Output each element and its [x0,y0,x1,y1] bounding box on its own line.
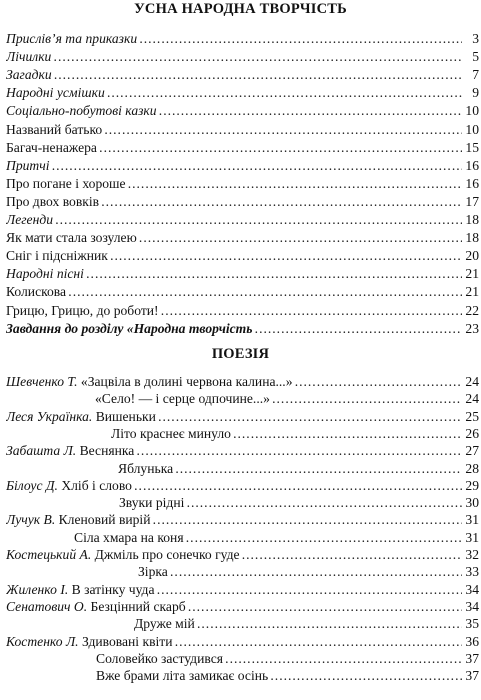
toc-entry[interactable] [6,175,479,192]
toc-entry-title [6,66,462,83]
toc-entry-page-number: 21 [462,283,479,300]
toc-entry-author: Костенко Л. [6,633,79,649]
toc-entry[interactable] [6,511,479,528]
toc-entry-title [6,102,462,119]
toc-entry-text: Вже брами літа замикає осінь [96,668,269,684]
toc-entry-page-number: 31 [462,529,479,546]
toc-entry[interactable] [6,650,479,667]
toc-entry-author: Забашта Л. [6,443,77,459]
toc-entry-text: Народні пісні [6,266,84,282]
toc-entry-page-number: 33 [462,563,479,580]
toc-entry[interactable] [6,477,479,494]
toc-entry-title [6,546,462,563]
toc-entry[interactable] [6,615,479,632]
toc-entry-page-number: 16 [462,157,479,174]
toc-entry-page-number: 34 [462,581,479,598]
toc-entry-author: Леся Українка. [6,408,93,424]
toc-entry-text: Друже мій [134,616,195,632]
toc-entry-page-number: 18 [462,211,479,228]
toc-entry-page-number: 5 [462,48,479,65]
toc-entry[interactable] [6,30,479,47]
toc-entry-text: Звуки рідні [119,495,185,511]
toc-entry-text: Притчі [6,157,50,173]
toc-entry-title [6,563,462,580]
toc-entry-text: Легенди [6,212,53,227]
toc-entry-author: Білоус Д. [6,477,58,493]
toc-entry-page-number: 10 [462,121,479,138]
toc-entry[interactable] [6,529,479,546]
toc-entry[interactable] [6,390,479,407]
toc-entry-page-number: 29 [462,477,479,494]
toc-entry-title [6,477,462,494]
toc-entry-title [6,650,462,667]
toc-entry[interactable] [6,442,479,459]
toc-entry-page-number: 31 [462,511,479,528]
toc-entry-title [6,408,462,425]
toc-entry-title [6,494,462,511]
toc-entry[interactable] [6,211,479,228]
toc-entry-page-number: 9 [462,84,479,101]
toc-entry-text: Сніг і підсніжник [6,248,108,264]
toc-entry-text: Народні усмішки [6,85,105,101]
toc-entry-text: Здивовані квіти [78,633,173,649]
toc-entry-text: Безцінний скарб [87,598,186,614]
toc-entry-page-number: 30 [462,494,479,511]
toc-entry[interactable] [6,667,479,684]
toc-entry-page-number: 22 [462,302,479,319]
toc-entry-page-number: 10 [462,102,479,119]
toc-entry-text: В затінку чуда [68,581,155,597]
toc-entry-title [6,633,462,650]
toc-entry[interactable] [6,425,479,442]
toc-entry-title [6,229,462,246]
toc-entry-text: Завдання до розділу «Народна творчість [6,320,253,336]
toc-entry-title [6,581,462,598]
toc-entry[interactable] [6,247,479,264]
toc-entry-page-number: 18 [462,229,479,246]
toc-entry-text: Веснянка [76,443,135,459]
toc-entry[interactable] [6,84,479,101]
toc-entry-title [6,30,462,47]
toc-entry-page-number: 15 [462,139,479,156]
toc-entry-page-number: 37 [462,667,479,684]
toc-entry[interactable] [6,302,479,319]
toc-entry-text: Яблунька [118,460,174,476]
toc-entry-title [6,615,462,632]
toc-entry-title [6,175,462,192]
toc-entry[interactable] [6,546,479,563]
toc-entry-text: Літо краснеє минуло [111,425,231,441]
toc-entry-page-number: 24 [462,390,479,407]
toc-entry-author: Костецький А. [6,547,92,562]
toc-entry-page-number: 21 [462,265,479,282]
toc-entry-title [6,320,462,337]
toc-entry-title [6,511,462,528]
toc-entry[interactable] [6,494,479,511]
toc-entry-text: Зірка [138,564,168,580]
toc-entry-title [6,84,462,101]
toc-entry-page-number: 34 [462,598,479,615]
toc-entry-page-number: 26 [462,425,479,442]
toc-entry[interactable] [6,598,479,615]
toc-entry[interactable] [6,265,479,282]
toc-entry-title [6,265,462,282]
toc-entry-page-number: 7 [462,66,479,83]
toc-entry[interactable] [6,460,479,477]
toc-entry-title [6,211,462,228]
toc-entry-text: Вишеньки [92,408,156,424]
toc-entry-author: Лучук В. [6,512,56,528]
toc-entry[interactable] [6,193,479,210]
toc-entry-title [6,460,462,477]
toc-entry-author: Жиленко І. [6,581,69,597]
toc-entry-text: Названий батько [6,121,103,137]
toc-entry[interactable] [6,408,479,425]
toc-entry-page-number: 28 [462,460,479,477]
toc-entry-title [6,193,462,210]
toc-entry-title [6,283,462,300]
section-heading-folk: УСНА НАРОДНА ТВОРЧІСТЬ [134,1,347,17]
toc-entry-page-number: 32 [462,546,479,563]
toc-entry-text: Як мати стала зозулею [6,230,137,246]
section-heading-poetry: ПОЕЗІЯ [211,346,270,362]
toc-entry[interactable] [6,563,479,580]
toc-entry[interactable] [6,139,479,156]
toc-entry-title [6,247,462,264]
toc-entry-title [6,529,462,546]
toc-entry-page-number: 35 [462,615,479,632]
toc-entry-text: Джміль про сонечко гуде [91,547,240,562]
toc-entry-text: Про погане і хороше [6,175,126,191]
toc-entry-page-number: 37 [462,650,479,667]
toc-entry-text: Про двох вовків [6,193,100,209]
toc-entry[interactable] [6,102,479,119]
toc-entry-page-number: 16 [462,175,479,192]
toc-entry-text: Кленовий вирій [55,512,151,528]
toc-entry-title [6,373,462,390]
toc-entry[interactable] [6,581,479,598]
toc-entry-title [6,121,462,138]
toc-entry-author: Шевченко Т. [6,374,78,389]
toc-entry-text: «Зацвіла в долині червона калина...» [77,374,293,389]
toc-entry-page-number: 36 [462,633,479,650]
toc-entry-title [6,442,462,459]
toc-entry-text: Хліб і слово [57,477,132,493]
toc-entry-title [6,390,462,407]
toc-entry-page-number: 25 [462,408,479,425]
toc-entry-title [6,48,462,65]
toc-entry-text: Лічилки [6,49,52,65]
toc-entry-text: Загадки [6,67,52,83]
toc-entry[interactable] [6,66,479,83]
toc-entry-text: Соціально-побутові казки [6,103,157,119]
toc-entry-page-number: 3 [462,30,479,47]
toc-entry[interactable] [6,283,479,300]
toc-entry-title [6,425,462,442]
toc-entry[interactable] [6,320,479,337]
toc-entry-text: «Село! — і серце одпочине...» [95,391,270,407]
toc-entry-text: Прислів’я та приказки [6,31,138,46]
toc-entry-text: Багач-ненажера [6,139,97,155]
toc-entry-title [6,667,462,684]
toc-entry-title [6,598,462,615]
toc-entry-text: Грицю, Грицю, до роботи! [6,302,159,318]
toc-entry-page-number: 27 [462,442,479,459]
toc-entry[interactable] [6,48,479,65]
toc-entry[interactable] [6,633,479,650]
toc-entry-page-number: 24 [462,373,479,390]
toc-entry[interactable] [6,121,479,138]
toc-entry-page-number: 23 [462,320,479,337]
toc-entry[interactable] [6,373,479,390]
toc-entry[interactable] [6,157,479,174]
toc-entry-page-number: 17 [462,193,479,210]
toc-entry-author: Сенатович О. [6,598,88,614]
toc-entry-text: Сіла хмара на коня [74,529,184,545]
toc-entry-title [6,157,462,174]
toc-entry-text: Соловейко застудився [96,650,223,666]
toc-entry-title [6,139,462,156]
toc-entry-text: Колискова [6,284,67,300]
toc-entry-page-number: 20 [462,247,479,264]
toc-entry-title [6,302,462,319]
toc-entry[interactable] [6,229,479,246]
